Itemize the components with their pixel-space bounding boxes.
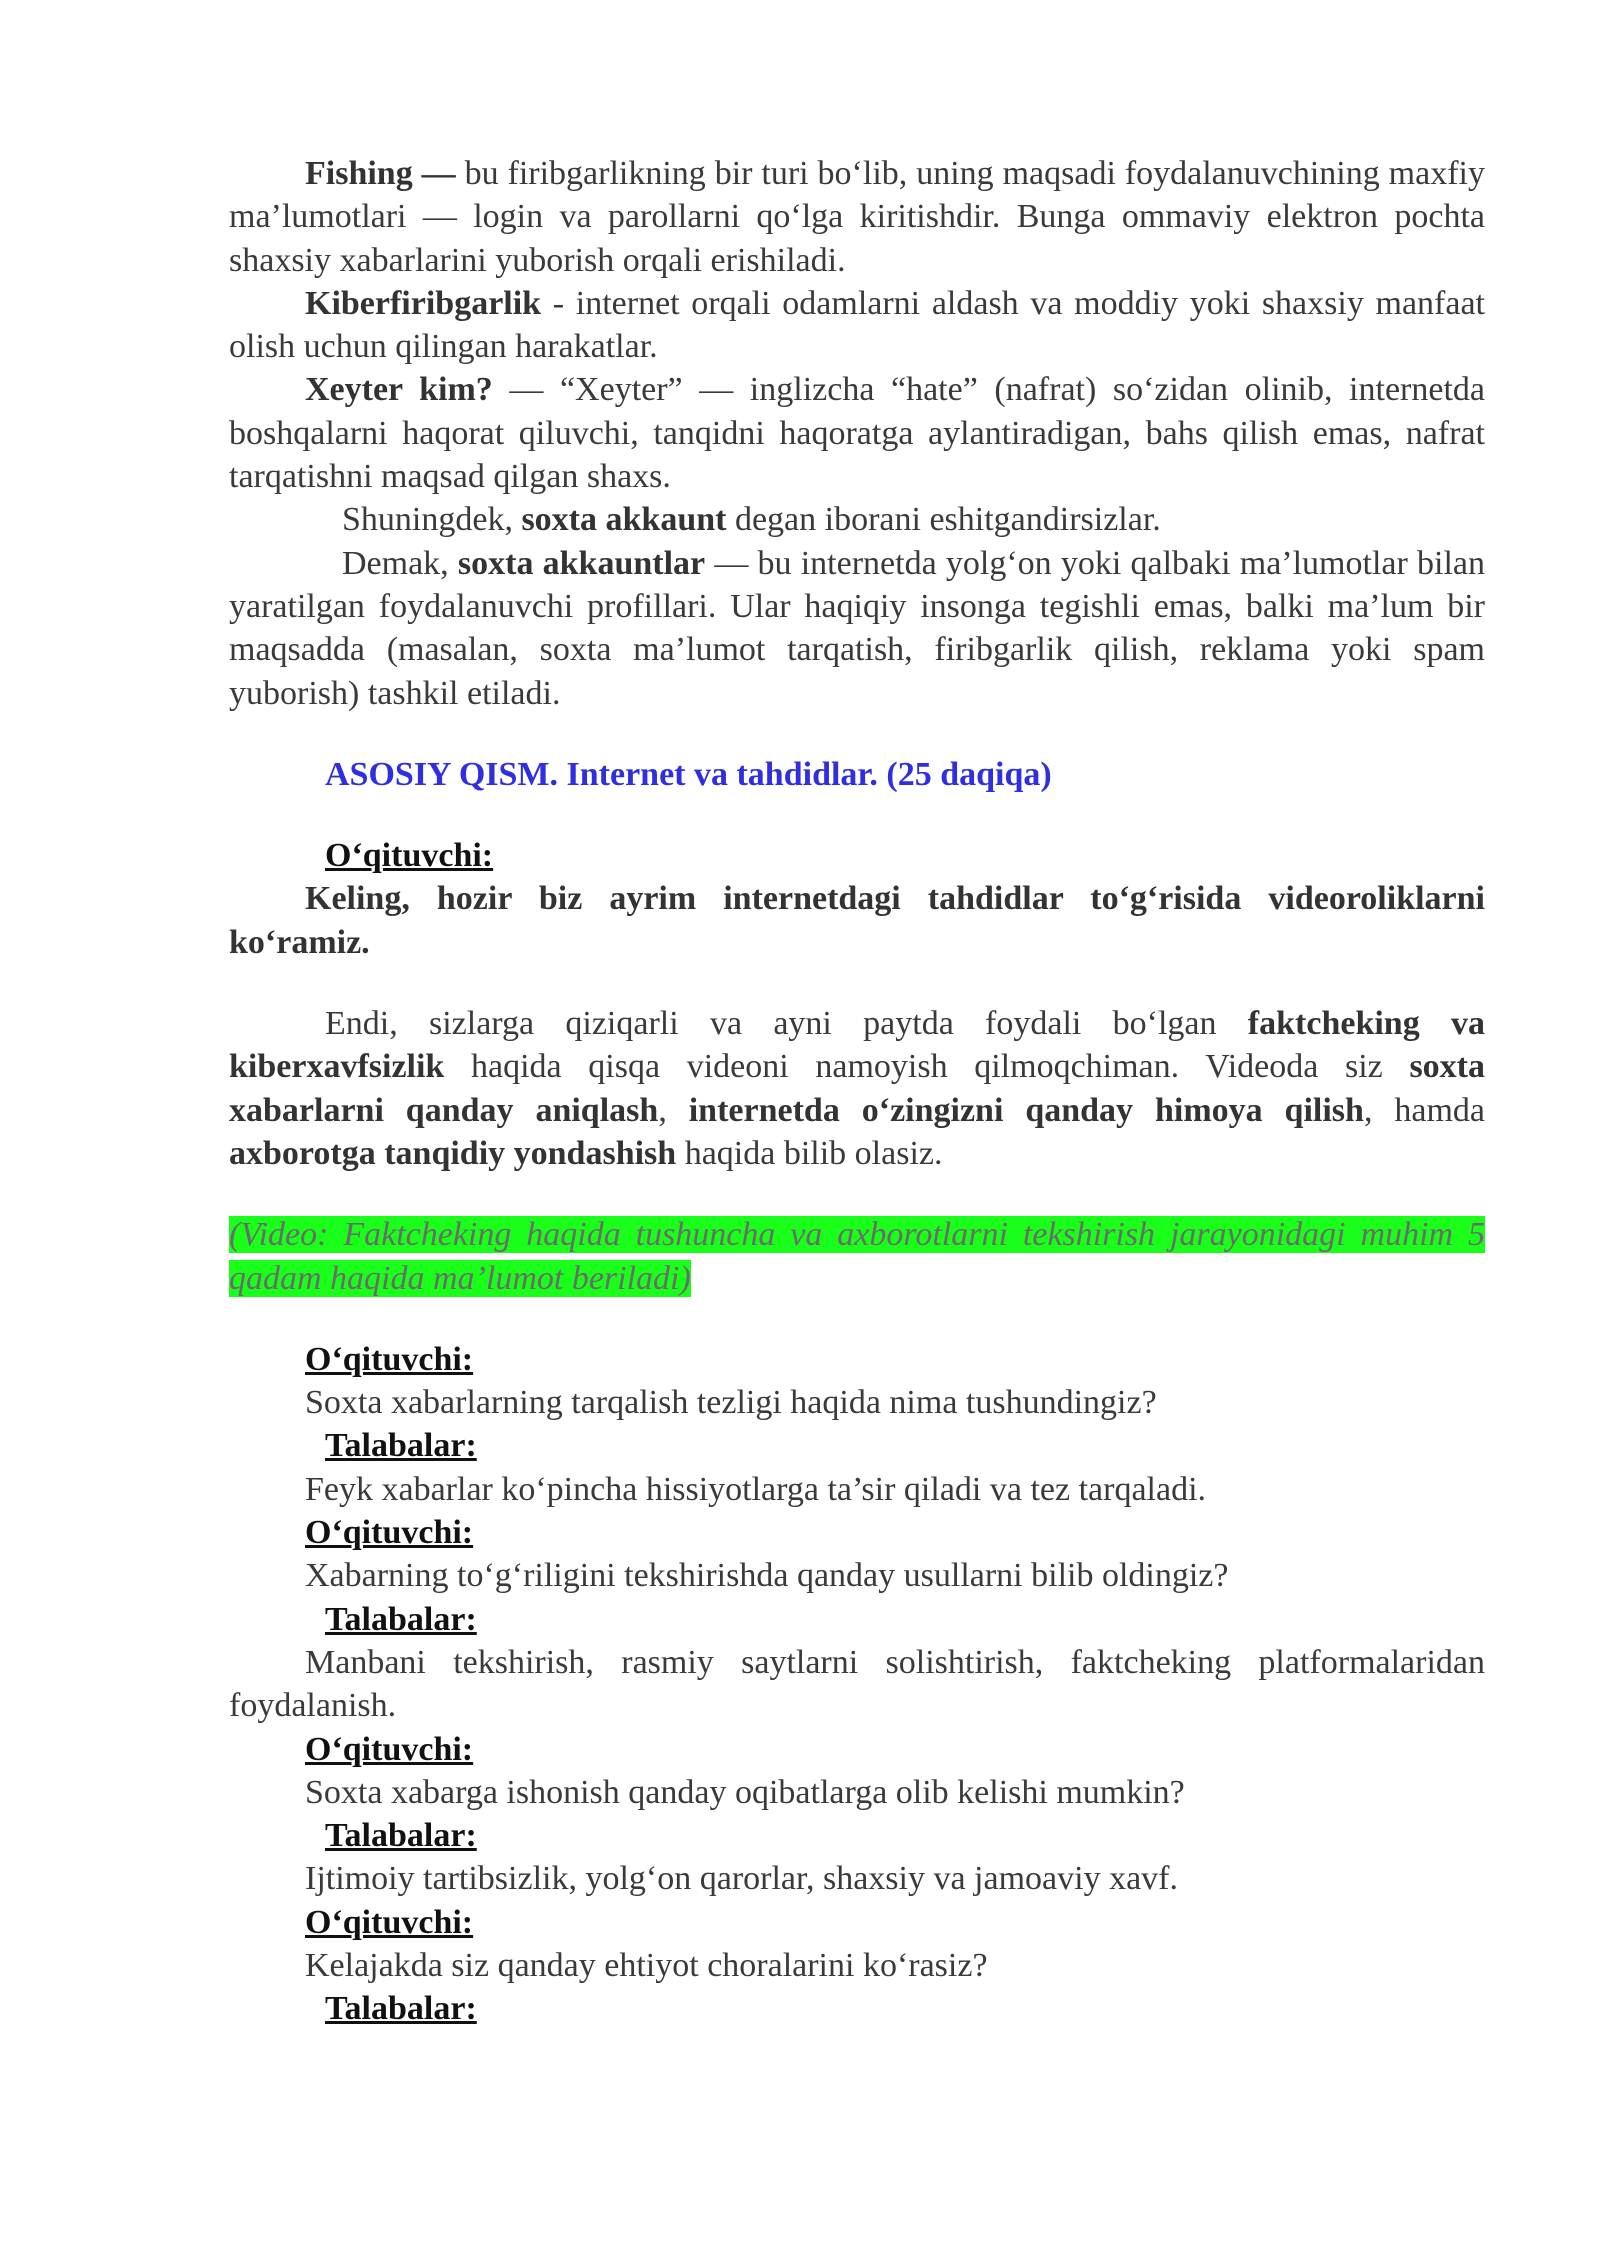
xeyter-text: — “Xeyter” — inglizcha “hate” (nafrat) so‘zidan olinib, internetda boshqalarni haqorat qiluvchi, tanqidni haqoratga aylantiradigan, bahs qilish emas, nafrat tarqatishni maqsad qilgan shaxs.: [229, 371, 1485, 496]
video-note: [229, 1213, 1485, 1300]
fishing-paragraph: [229, 152, 1485, 282]
demak-paragraph: [229, 542, 1485, 715]
students-label: Talabalar:: [325, 1817, 477, 1855]
endi-a: Endi, sizlarga qiziqarli va ayni paytda foydali bo‘lgan: [325, 1005, 1248, 1043]
teacher-question: Xabarning to‘g‘riligini tekshirishda qanday usullarni bilib oldingiz?: [305, 1557, 1229, 1595]
spacer: [229, 1300, 1485, 1338]
fishing-term: Fishing —: [305, 155, 456, 192]
endi-f: internetda o‘zingizni qanday himoya qilish: [688, 1091, 1364, 1129]
teacher-intro-text: [229, 877, 1485, 964]
teacher-label: O‘qituvchi:: [325, 837, 494, 875]
demak-text-c: — bu internetda yolg‘on yoki qalbaki ma’lumotlar bilan yaratilgan foydalanuvchi profillari. Ular haqiqiy insonga tegishli emas, balki ma’lum bir maqsadda (masalan, soxta ma’lumot tarqatish, firibgarlik qilish, reklama yoki spam yuborish) tashkil etiladi.: [229, 544, 1485, 712]
section-heading: ASOSIY QISM. Internet va tahdidlar. (25 daqiqa): [325, 755, 1052, 793]
teacher-question: Soxta xabarlarning tarqalish tezligi haqida nima tushundingiz?: [305, 1384, 1157, 1422]
demak-text-a: Demak,: [342, 544, 458, 582]
endi-i: haqida bilib olasiz.: [676, 1134, 943, 1172]
students-answer: Ijtimoiy tartibsizlik, yolg‘on qarorlar, shaxsiy va jamoaviy xavf.: [305, 1860, 1178, 1898]
shuningdek-paragraph: [229, 498, 1485, 541]
endi-d: soxta xabarlarni qanday aniqlash: [229, 1048, 1485, 1129]
teacher-intro-bold: Keling, hozir biz ayrim internetdagi tahdidlar to‘g‘risida videoroliklarni ko‘ramiz.: [229, 880, 1485, 961]
students-label: Talabalar:: [325, 1427, 477, 1465]
students-answer: Manbani tekshirish, rasmiy saytlarni solishtirish, faktcheking platformalaridan foydalanish.: [229, 1643, 1485, 1725]
students-label: Talabalar:: [325, 1600, 477, 1638]
spacer: [229, 1175, 1485, 1213]
teacher-question: Soxta xabarga ishonish qanday oqibatlarga olib kelishi mumkin?: [305, 1773, 1185, 1811]
teacher-label: O‘qituvchi:: [305, 1514, 474, 1552]
teacher-label: O‘qituvchi:: [305, 1903, 474, 1941]
xeyter-term: Xeyter kim?: [305, 371, 493, 409]
kiber-text: - internet orqali odamlarni aldash va moddiy yoki shaxsiy manfaat olish uchun qilingan harakatlar.: [229, 284, 1485, 366]
teacher-label: O‘qituvchi:: [305, 1340, 474, 1378]
endi-h: axborotga tanqidiy yondashish: [229, 1134, 677, 1172]
soxta-akkauntlar-term: soxta akkauntlar: [457, 544, 706, 582]
soxta-akkaunt-term: soxta akkaunt: [521, 501, 727, 539]
spacer: [229, 796, 1485, 834]
document-body: [229, 152, 1485, 2031]
spacer: [229, 964, 1485, 1002]
endi-paragraph: [229, 1002, 1485, 1175]
fishing-text: bu firibgarlikning bir turi bo‘lib, uning maqsadi foydalanuvchining maxfiy ma’lumotlari — login va parollarni qo‘lga kiritishdir. Bunga ommaviy elektron pochta shaxsiy xabarlarini yuborish orqali erishiladi.: [229, 155, 1485, 279]
kiber-term: Kiberfiribgarlik: [305, 284, 542, 322]
xeyter-paragraph: [229, 368, 1485, 498]
students-answer: Feyk xabarlar ko‘pincha hissiyotlarga ta’sir qiladi va tez tarqaladi.: [305, 1470, 1207, 1508]
students-label: Talabalar:: [325, 1990, 477, 2028]
kiberfiribgarlik-paragraph: [229, 282, 1485, 369]
shuningdek-text-c: degan iborani eshitgandirsizlar.: [726, 501, 1161, 539]
endi-c: haqida qisqa videoni namoyish qilmoqchiman. Videoda siz: [444, 1048, 1410, 1086]
spacer: [229, 715, 1485, 753]
endi-b: faktcheking va kiberxavfsizlik: [229, 1005, 1485, 1086]
teacher-question: Kelajakda siz qanday ehtiyot choralarini ko‘rasiz?: [305, 1946, 988, 1984]
teacher-label: O‘qituvchi:: [305, 1730, 474, 1768]
video-note-highlight: (Video: Faktcheking haqida tushuncha va axborotlarni tekshirish jarayonidagi muhim 5 qadam haqida ma’lumot beriladi): [229, 1216, 1485, 1297]
shuningdek-text-a: Shuningdek,: [342, 501, 522, 539]
endi-g: , hamda: [1363, 1091, 1485, 1129]
endi-e: ,: [658, 1091, 689, 1129]
